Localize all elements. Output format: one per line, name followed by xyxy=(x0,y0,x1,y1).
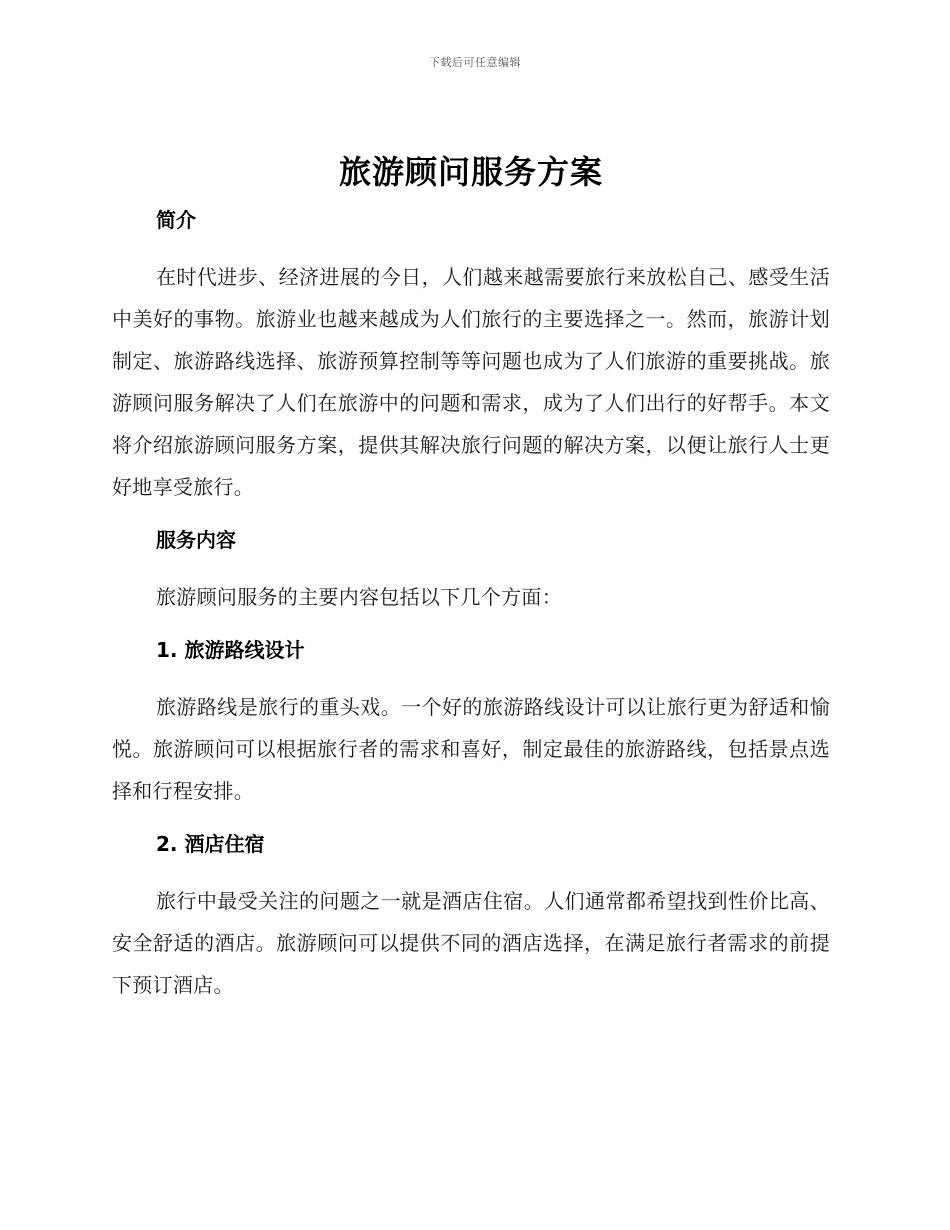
header-note: 下载后可任意编辑 xyxy=(429,56,521,69)
section-heading-intro: 简介 xyxy=(156,208,196,232)
section-paragraph-route-design: 旅游路线是旅行的重头戏。一个好的旅游路线设计可以让旅行更为舒适和愉悦。旅游顾问可以根据旅行者的需求和喜好，制定最佳的旅游路线，包括景点选择和行程安排。 xyxy=(112,695,830,803)
section-heading-hotel: 2. 酒店住宿 xyxy=(156,832,265,856)
section-heading-route-design: 1. 旅游路线设计 xyxy=(156,638,305,662)
document-body xyxy=(112,150,830,1006)
section-heading-services: 服务内容 xyxy=(156,528,236,552)
section-paragraph-services: 旅游顾问服务的主要内容包括以下几个方面： xyxy=(156,585,562,609)
document-title: 旅游顾问服务方案 xyxy=(338,153,603,191)
section-paragraph-intro: 在时代进步、经济进展的今日，人们越来越需要旅行来放松自己、感受生活中美好的事物。旅游业也越来越成为人们旅行的主要选择之一。然而，旅游计划制定、旅游路线选择、旅游预算控制等等问题也成为了人们旅游的重要挑战。旅游顾问服务解决了人们在旅游中的问题和需求，成为了人们出行的好帮手。本文将介绍旅游顾问服务方案，提供其解决旅行问题的解决方案，以便让旅行人士更好地享受旅行。 xyxy=(112,265,830,499)
section-paragraph-hotel: 旅行中最受关注的问题之一就是酒店住宿。人们通常都希望找到性价比高、安全舒适的酒店。旅游顾问可以提供不同的酒店选择，在满足旅行者需求的前提下预订酒店。 xyxy=(112,889,830,997)
